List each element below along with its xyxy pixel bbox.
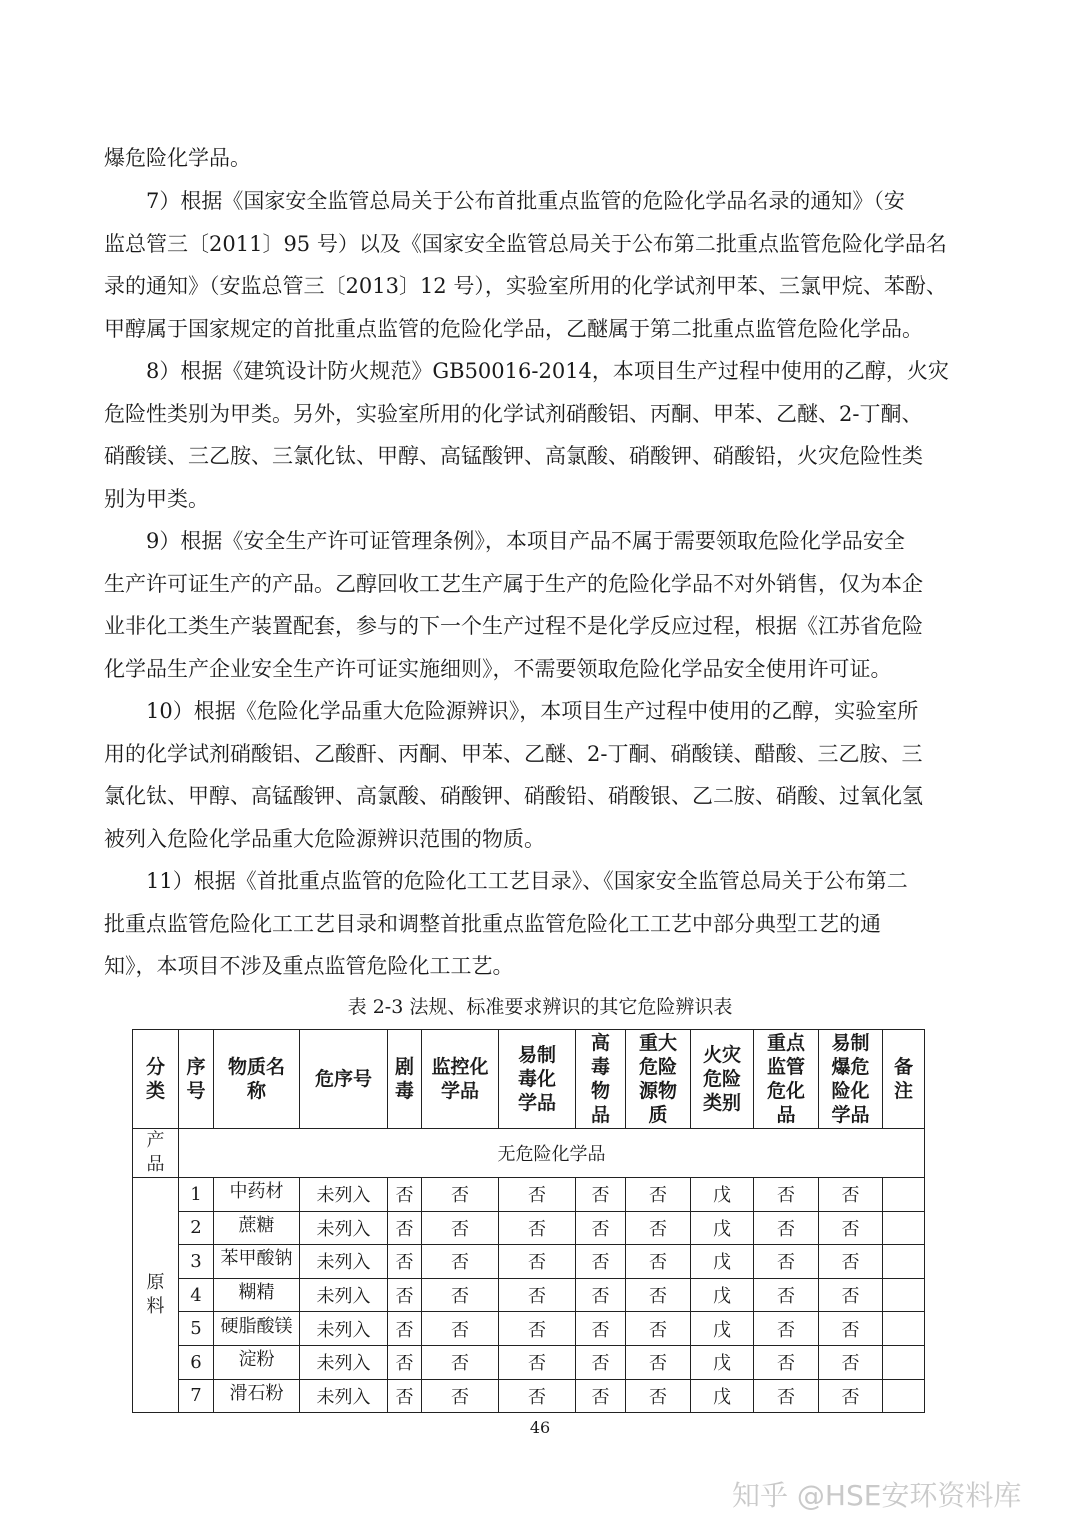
raw-category-cell: 原料	[133, 1178, 179, 1413]
header-explosive-precursor: 易制爆危险化学品	[819, 1030, 883, 1129]
table-cell: 否	[754, 1245, 819, 1279]
paragraph-line: 生产许可证生产的产品。乙醇回收工艺生产属于生产的危险化学品不对外销售，仅为本企	[104, 571, 923, 596]
header-precursor-chemical: 易制毒化学品	[499, 1030, 576, 1129]
paragraph-line: 氯化钛、甲醇、高锰酸钾、高氯酸、硝酸钾、硝酸铅、硝酸银、乙二胺、硝酸、过氧化氢	[104, 784, 923, 808]
table-cell: 否	[576, 1379, 626, 1413]
table-cell: 中药材	[214, 1178, 300, 1212]
table-cell: 否	[754, 1278, 819, 1312]
table-cell: 否	[576, 1345, 626, 1379]
table-cell: 否	[626, 1312, 691, 1346]
table-cell: 2	[179, 1211, 214, 1245]
table-cell: 苯甲酸钠	[214, 1245, 300, 1279]
paragraph-line: 爆危险化学品。	[104, 146, 251, 170]
paragraph-line: 9）根据《安全生产许可证管理条例》，本项目产品不属于需要领取危险化学品安全	[104, 529, 905, 553]
paragraph-line: 用的化学试剂硝酸铝、乙酸酐、丙酮、甲苯、乙醚、2-丁酮、硝酸镁、醋酸、三乙胺、三	[104, 741, 923, 766]
table-cell: 否	[388, 1312, 422, 1346]
table-cell: 否	[819, 1278, 883, 1312]
table-cell: 戊	[691, 1379, 754, 1413]
table-row	[133, 1345, 925, 1379]
table-cell: 未列入	[300, 1345, 388, 1379]
product-category-cell: 产品	[133, 1129, 179, 1178]
paragraph-line: 甲醇属于国家规定的首批重点监管的危险化学品，乙醚属于第二批重点监管危险化学品。	[104, 316, 923, 341]
paragraph-line: 10）根据《危险化学品重大危险源辨识》，本项目生产过程中使用的乙醇，实验室所	[104, 699, 919, 723]
table-cell: 否	[499, 1278, 576, 1312]
header-key-supervised: 重点监管危化品	[754, 1030, 819, 1129]
paragraph	[104, 520, 954, 690]
table-cell: 否	[388, 1245, 422, 1279]
table-cell: 否	[819, 1312, 883, 1346]
table-cell	[883, 1345, 925, 1379]
table-header-row	[133, 1030, 925, 1129]
table-cell: 5	[179, 1312, 214, 1346]
paragraph-line: 7）根据《国家安全监管总局关于公布首批重点监管的危险化学品名录的通知》（安	[104, 189, 905, 213]
table-cell: 否	[819, 1379, 883, 1413]
header-major-hazard-source: 重大危险源物质	[626, 1030, 691, 1129]
table-cell: 否	[819, 1178, 883, 1212]
table-cell: 否	[499, 1379, 576, 1413]
table-cell: 否	[499, 1245, 576, 1279]
table-cell: 否	[422, 1345, 499, 1379]
table-row	[133, 1312, 925, 1346]
table-cell: 否	[754, 1211, 819, 1245]
table-cell: 否	[388, 1178, 422, 1212]
paragraph-line: 批重点监管危险化工工艺目录和调整首批重点监管危险化工工艺中部分典型工艺的通	[104, 911, 881, 936]
table-cell: 7	[179, 1379, 214, 1413]
table-cell: 否	[422, 1178, 499, 1212]
table-cell: 否	[422, 1211, 499, 1245]
header-high-toxicity-item: 高毒物品	[576, 1030, 626, 1129]
table-caption: 表 2-3 法规、标准要求辨识的其它危险辨识表	[347, 996, 733, 1018]
table-cell	[883, 1278, 925, 1312]
table-cell: 淀粉	[214, 1345, 300, 1379]
table-cell	[883, 1245, 925, 1279]
table-cell: 否	[626, 1379, 691, 1413]
table-cell: 未列入	[300, 1178, 388, 1212]
table-cell: 未列入	[300, 1278, 388, 1312]
header-fire-hazard-class: 火灾危险类别	[691, 1030, 754, 1129]
table-cell	[883, 1178, 925, 1212]
table-cell	[883, 1211, 925, 1245]
header-substance-name: 物质名称	[214, 1030, 300, 1129]
table-row	[133, 1278, 925, 1312]
table-cell: 蔗糖	[214, 1211, 300, 1245]
table-cell: 戊	[691, 1345, 754, 1379]
table-cell: 否	[626, 1245, 691, 1279]
table-cell: 否	[754, 1178, 819, 1212]
table-cell: 否	[576, 1312, 626, 1346]
table-cell: 未列入	[300, 1211, 388, 1245]
table-cell: 否	[819, 1245, 883, 1279]
paragraph-line: 录的通知》（安监总管三〔2013〕12 号），实验室所用的化学试剂甲苯、三氯甲烷、苯酚、	[104, 274, 947, 298]
paragraph	[104, 180, 954, 350]
table-cell: 否	[388, 1278, 422, 1312]
table-cell: 否	[819, 1345, 883, 1379]
table-cell: 否	[422, 1312, 499, 1346]
table-cell: 否	[626, 1178, 691, 1212]
table-cell: 否	[388, 1345, 422, 1379]
paragraph-line: 硝酸镁、三乙胺、三氯化钛、甲醇、高锰酸钾、高氯酸、硝酸钾、硝酸铅，火灾危险性类	[104, 444, 923, 468]
paragraph-line: 监总管三〔2011〕95 号）以及《国家安全监管总局关于公布第二批重点监管危险化学品名	[104, 231, 947, 256]
table-cell: 硬脂酸镁	[214, 1312, 300, 1346]
header-category: 分类	[133, 1030, 179, 1129]
table-cell: 戊	[691, 1245, 754, 1279]
paragraph-line: 别为甲类。	[104, 486, 209, 511]
table-cell: 否	[576, 1211, 626, 1245]
paragraph	[104, 137, 954, 180]
product-row	[133, 1129, 925, 1178]
product-note-cell: 无危险化学品	[179, 1129, 925, 1178]
table-cell: 否	[754, 1312, 819, 1346]
table-cell: 未列入	[300, 1379, 388, 1413]
table-cell: 否	[754, 1345, 819, 1379]
table-cell: 戊	[691, 1278, 754, 1312]
table-cell: 6	[179, 1345, 214, 1379]
table-cell: 否	[422, 1379, 499, 1413]
table-cell: 否	[626, 1345, 691, 1379]
table-cell: 戊	[691, 1211, 754, 1245]
table-cell: 否	[422, 1278, 499, 1312]
header-hazard-number: 危序号	[300, 1030, 388, 1129]
table-cell: 滑石粉	[214, 1379, 300, 1413]
paragraph-line: 11）根据《首批重点监管的危险化工工艺目录》、《国家安全监管总局关于公布第二	[104, 869, 908, 893]
table-cell: 4	[179, 1278, 214, 1312]
table-cell: 否	[499, 1178, 576, 1212]
paragraph-line: 危险性类别为甲类。另外，实验室所用的化学试剂硝酸铝、丙酮、甲苯、乙醚、2-丁酮、	[104, 401, 923, 426]
header-seq: 序号	[179, 1030, 214, 1129]
table-cell: 戊	[691, 1178, 754, 1212]
watermark-text: 知乎 @HSE安环资料库	[732, 1479, 1022, 1512]
table-row	[133, 1245, 925, 1279]
table-cell: 否	[576, 1245, 626, 1279]
table-cell: 1	[179, 1178, 214, 1212]
table-cell: 戊	[691, 1312, 754, 1346]
header-highly-toxic: 剧毒	[388, 1030, 422, 1129]
paragraph-line: 被列入危险化学品重大危险源辨识范围的物质。	[104, 826, 545, 851]
header-controlled-chemical: 监控化学品	[422, 1030, 499, 1129]
table-cell: 未列入	[300, 1312, 388, 1346]
paragraph	[104, 860, 954, 988]
paragraph-line: 业非化工类生产装置配套，参与的下一个生产过程不是化学反应过程，根据《江苏省危险	[104, 614, 923, 638]
table-cell: 否	[576, 1278, 626, 1312]
paragraph-line: 8）根据《建筑设计防火规范》GB50016-2014，本项目生产过程中使用的乙醇，火灾	[104, 359, 949, 383]
table-cell: 否	[626, 1278, 691, 1312]
table-cell: 否	[388, 1211, 422, 1245]
page-number: 46	[529, 1418, 551, 1437]
table-cell: 否	[819, 1211, 883, 1245]
table-cell: 否	[499, 1211, 576, 1245]
paragraph-line: 知》，本项目不涉及重点监管危险化工工艺。	[104, 954, 514, 978]
table-cell: 否	[626, 1211, 691, 1245]
table-row	[133, 1379, 925, 1413]
table-cell: 3	[179, 1245, 214, 1279]
table-cell: 否	[388, 1379, 422, 1413]
table-cell: 否	[754, 1379, 819, 1413]
table-row	[133, 1211, 925, 1245]
table-cell	[883, 1312, 925, 1346]
paragraph	[104, 350, 954, 520]
table-cell: 未列入	[300, 1245, 388, 1279]
paragraph	[104, 690, 954, 860]
table-cell	[883, 1379, 925, 1413]
table-cell: 否	[576, 1178, 626, 1212]
hazard-identification-table	[132, 1029, 925, 1413]
header-remarks: 备注	[883, 1030, 925, 1129]
paragraph-line: 化学品生产企业安全生产许可证实施细则》，不需要领取危险化学品安全使用许可证。	[104, 656, 892, 681]
table-row	[133, 1178, 925, 1212]
table-cell: 否	[499, 1312, 576, 1346]
table-cell: 糊精	[214, 1278, 300, 1312]
table-cell: 否	[422, 1245, 499, 1279]
table-cell: 否	[499, 1345, 576, 1379]
